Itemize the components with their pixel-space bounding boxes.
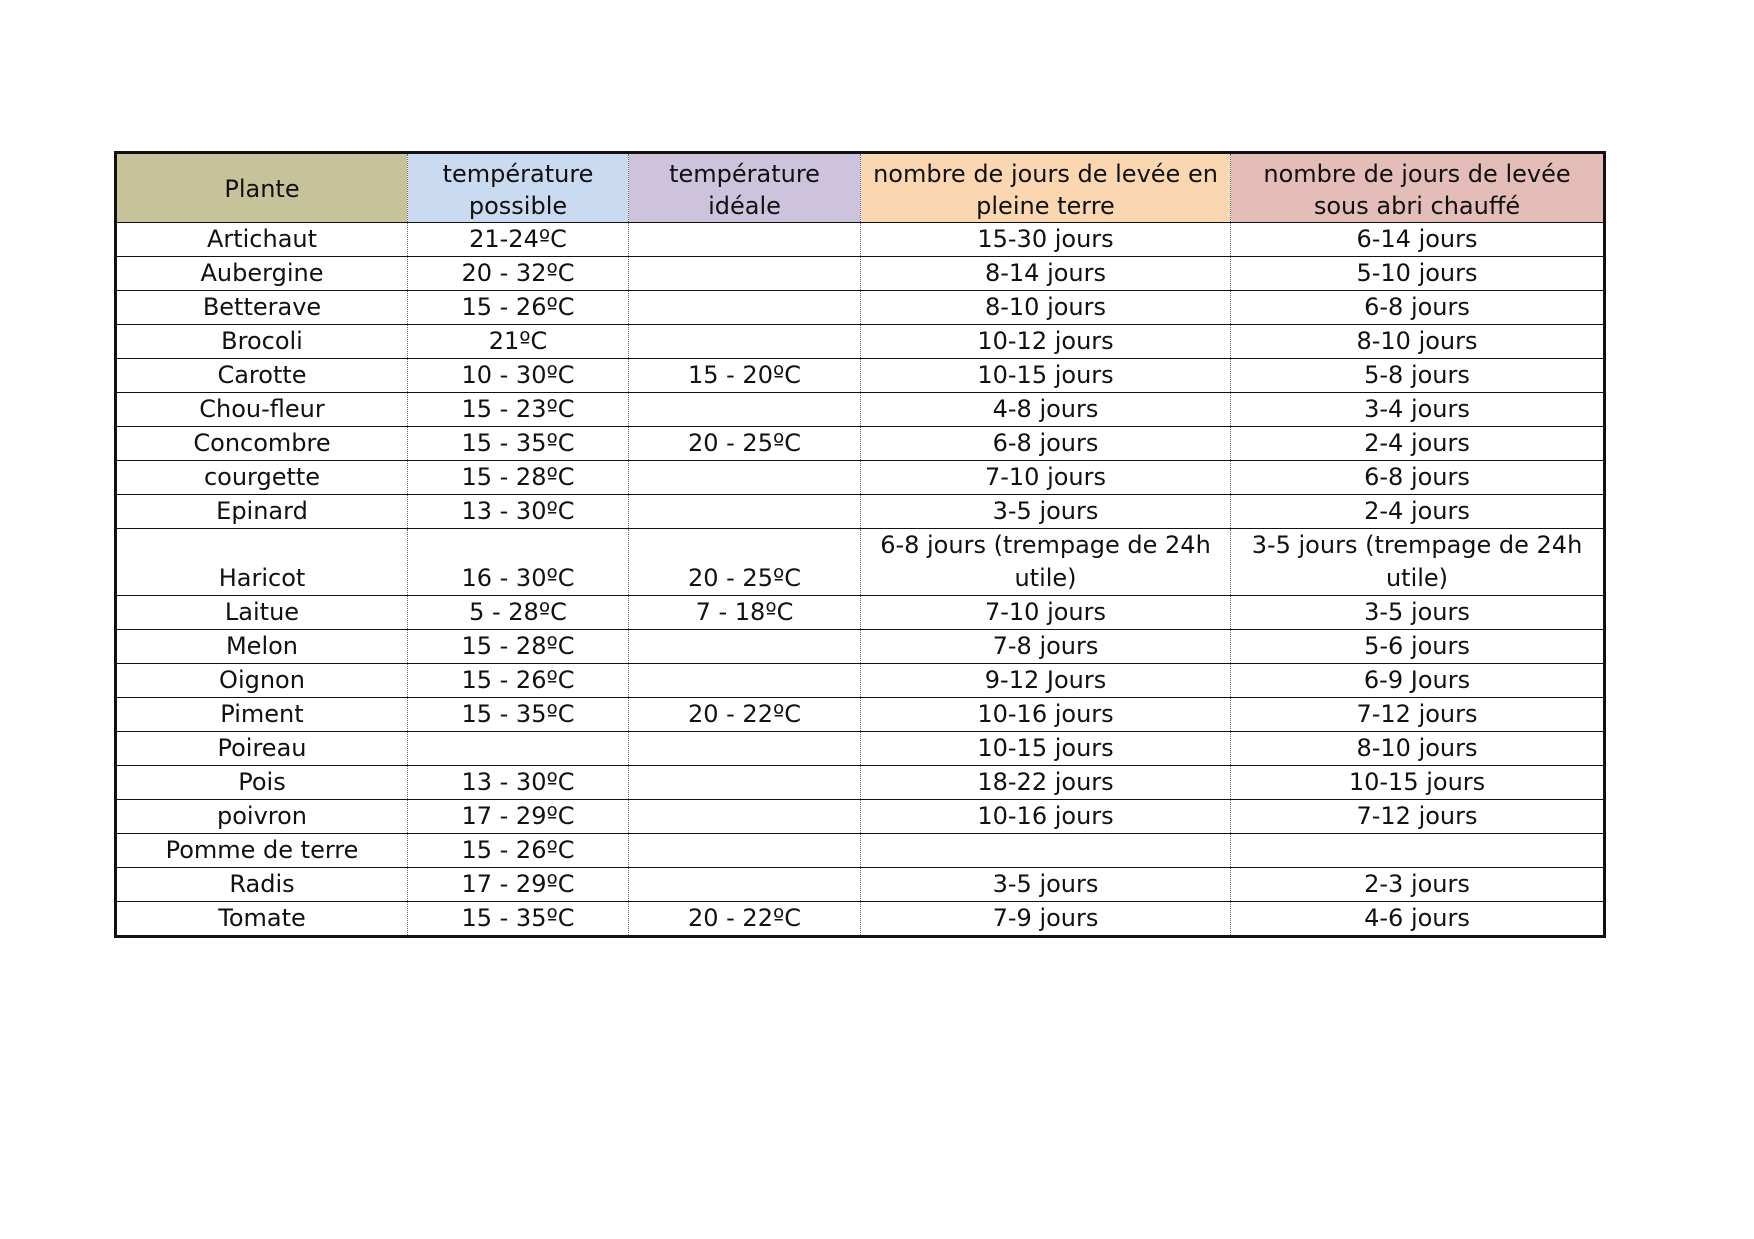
- cell-temperature-ideale: [629, 766, 861, 800]
- cell-plante: Brocoli: [116, 325, 408, 359]
- table-row: [116, 800, 1605, 834]
- cell-temperature-possible: 17 - 29ºC: [408, 868, 629, 902]
- cell-temperature-ideale: 7 - 18ºC: [629, 596, 861, 630]
- header-temperature-ideale: température idéale: [629, 153, 861, 223]
- table-row: [116, 834, 1605, 868]
- cell-plante: Pois: [116, 766, 408, 800]
- germination-table: [114, 151, 1606, 938]
- table-row: [116, 529, 1605, 596]
- cell-plante: Chou-fleur: [116, 393, 408, 427]
- cell-plante: Pomme de terre: [116, 834, 408, 868]
- cell-levee-pleine-terre: 18-22 jours: [861, 766, 1231, 800]
- cell-plante: Melon: [116, 630, 408, 664]
- cell-temperature-ideale: [629, 257, 861, 291]
- table-row: [116, 902, 1605, 937]
- cell-plante: Aubergine: [116, 257, 408, 291]
- cell-temperature-possible: 13 - 30ºC: [408, 766, 629, 800]
- cell-levee-sous-abri: 5-10 jours: [1231, 257, 1605, 291]
- cell-temperature-possible: 15 - 28ºC: [408, 461, 629, 495]
- cell-levee-sous-abri: 6-8 jours: [1231, 461, 1605, 495]
- cell-temperature-ideale: 20 - 25ºC: [629, 529, 861, 596]
- cell-plante: Artichaut: [116, 223, 408, 257]
- cell-levee-sous-abri: 6-14 jours: [1231, 223, 1605, 257]
- cell-plante: Concombre: [116, 427, 408, 461]
- header-levee-sous-abri: nombre de jours de levée sous abri chauffé: [1231, 153, 1605, 223]
- cell-temperature-ideale: [629, 834, 861, 868]
- table-row: [116, 495, 1605, 529]
- cell-temperature-possible: 15 - 28ºC: [408, 630, 629, 664]
- cell-levee-sous-abri: 2-4 jours: [1231, 427, 1605, 461]
- table-body: [116, 223, 1605, 937]
- cell-levee-pleine-terre: 10-16 jours: [861, 800, 1231, 834]
- cell-levee-pleine-terre: 9-12 Jours: [861, 664, 1231, 698]
- table-row: [116, 291, 1605, 325]
- cell-plante: Poireau: [116, 732, 408, 766]
- table-row: [116, 461, 1605, 495]
- cell-levee-sous-abri: 5-6 jours: [1231, 630, 1605, 664]
- header-row: [116, 153, 1605, 223]
- table-row: [116, 257, 1605, 291]
- cell-temperature-possible: 21ºC: [408, 325, 629, 359]
- cell-temperature-possible: 21-24ºC: [408, 223, 629, 257]
- table-row: [116, 630, 1605, 664]
- cell-plante: Haricot: [116, 529, 408, 596]
- cell-levee-pleine-terre: 10-15 jours: [861, 732, 1231, 766]
- table-row: [116, 427, 1605, 461]
- cell-temperature-possible: 20 - 32ºC: [408, 257, 629, 291]
- cell-levee-sous-abri: 6-9 Jours: [1231, 664, 1605, 698]
- cell-temperature-ideale: 20 - 22ºC: [629, 902, 861, 937]
- cell-temperature-ideale: [629, 800, 861, 834]
- cell-levee-pleine-terre: 8-14 jours: [861, 257, 1231, 291]
- cell-temperature-possible: 5 - 28ºC: [408, 596, 629, 630]
- cell-temperature-ideale: [629, 461, 861, 495]
- cell-temperature-ideale: 15 - 20ºC: [629, 359, 861, 393]
- cell-levee-sous-abri: 6-8 jours: [1231, 291, 1605, 325]
- cell-plante: Oignon: [116, 664, 408, 698]
- header-plante: Plante: [116, 153, 408, 223]
- table-row: [116, 359, 1605, 393]
- cell-temperature-possible: 15 - 26ºC: [408, 664, 629, 698]
- cell-levee-sous-abri: 8-10 jours: [1231, 732, 1605, 766]
- cell-temperature-possible: 15 - 35ºC: [408, 902, 629, 937]
- cell-plante: Carotte: [116, 359, 408, 393]
- header-temperature-possible: température possible: [408, 153, 629, 223]
- cell-plante: Betterave: [116, 291, 408, 325]
- cell-temperature-possible: 15 - 26ºC: [408, 834, 629, 868]
- cell-temperature-ideale: 20 - 22ºC: [629, 698, 861, 732]
- cell-levee-sous-abri: 10-15 jours: [1231, 766, 1605, 800]
- cell-levee-pleine-terre: 10-15 jours: [861, 359, 1231, 393]
- cell-temperature-possible: 17 - 29ºC: [408, 800, 629, 834]
- table-row: [116, 393, 1605, 427]
- cell-levee-pleine-terre: 7-10 jours: [861, 461, 1231, 495]
- cell-temperature-ideale: [629, 630, 861, 664]
- cell-plante: poivron: [116, 800, 408, 834]
- germination-sheet: [114, 151, 1603, 938]
- table-row: [116, 732, 1605, 766]
- cell-temperature-ideale: [629, 291, 861, 325]
- cell-plante: Tomate: [116, 902, 408, 937]
- cell-levee-sous-abri: 3-4 jours: [1231, 393, 1605, 427]
- cell-plante: Epinard: [116, 495, 408, 529]
- cell-levee-pleine-terre: 7-8 jours: [861, 630, 1231, 664]
- cell-plante: Piment: [116, 698, 408, 732]
- cell-levee-pleine-terre: 3-5 jours: [861, 868, 1231, 902]
- cell-temperature-ideale: [629, 325, 861, 359]
- cell-temperature-ideale: [629, 868, 861, 902]
- cell-temperature-possible: 16 - 30ºC: [408, 529, 629, 596]
- cell-temperature-ideale: [629, 223, 861, 257]
- cell-levee-pleine-terre: 10-16 jours: [861, 698, 1231, 732]
- cell-plante: courgette: [116, 461, 408, 495]
- cell-levee-sous-abri: 8-10 jours: [1231, 325, 1605, 359]
- cell-temperature-ideale: [629, 664, 861, 698]
- header-levee-pleine-terre: nombre de jours de levée en pleine terre: [861, 153, 1231, 223]
- cell-temperature-ideale: [629, 393, 861, 427]
- cell-levee-pleine-terre: 10-12 jours: [861, 325, 1231, 359]
- cell-temperature-possible: 15 - 23ºC: [408, 393, 629, 427]
- cell-temperature-possible: 15 - 35ºC: [408, 427, 629, 461]
- cell-levee-pleine-terre: 3-5 jours: [861, 495, 1231, 529]
- cell-temperature-ideale: [629, 732, 861, 766]
- cell-temperature-possible: 15 - 26ºC: [408, 291, 629, 325]
- table-row: [116, 596, 1605, 630]
- cell-levee-pleine-terre: 15-30 jours: [861, 223, 1231, 257]
- cell-temperature-possible: 10 - 30ºC: [408, 359, 629, 393]
- cell-levee-sous-abri: 5-8 jours: [1231, 359, 1605, 393]
- cell-temperature-ideale: [629, 495, 861, 529]
- cell-temperature-possible: 13 - 30ºC: [408, 495, 629, 529]
- cell-plante: Laitue: [116, 596, 408, 630]
- cell-temperature-possible: [408, 732, 629, 766]
- cell-levee-sous-abri: 2-3 jours: [1231, 868, 1605, 902]
- table-row: [116, 223, 1605, 257]
- cell-levee-pleine-terre: 6-8 jours: [861, 427, 1231, 461]
- cell-levee-pleine-terre: 4-8 jours: [861, 393, 1231, 427]
- cell-levee-pleine-terre: 7-10 jours: [861, 596, 1231, 630]
- cell-levee-sous-abri: 7-12 jours: [1231, 698, 1605, 732]
- cell-levee-sous-abri: 3-5 jours (trempage de 24h utile): [1231, 529, 1605, 596]
- cell-temperature-ideale: 20 - 25ºC: [629, 427, 861, 461]
- table-row: [116, 766, 1605, 800]
- cell-levee-pleine-terre: 7-9 jours: [861, 902, 1231, 937]
- table-row: [116, 664, 1605, 698]
- cell-temperature-possible: 15 - 35ºC: [408, 698, 629, 732]
- cell-plante: Radis: [116, 868, 408, 902]
- cell-levee-sous-abri: 4-6 jours: [1231, 902, 1605, 937]
- cell-levee-sous-abri: 2-4 jours: [1231, 495, 1605, 529]
- cell-levee-pleine-terre: 8-10 jours: [861, 291, 1231, 325]
- cell-levee-pleine-terre: [861, 834, 1231, 868]
- cell-levee-pleine-terre: 6-8 jours (trempage de 24h utile): [861, 529, 1231, 596]
- table-row: [116, 698, 1605, 732]
- cell-levee-sous-abri: 7-12 jours: [1231, 800, 1605, 834]
- cell-levee-sous-abri: [1231, 834, 1605, 868]
- table-row: [116, 868, 1605, 902]
- cell-levee-sous-abri: 3-5 jours: [1231, 596, 1605, 630]
- table-row: [116, 325, 1605, 359]
